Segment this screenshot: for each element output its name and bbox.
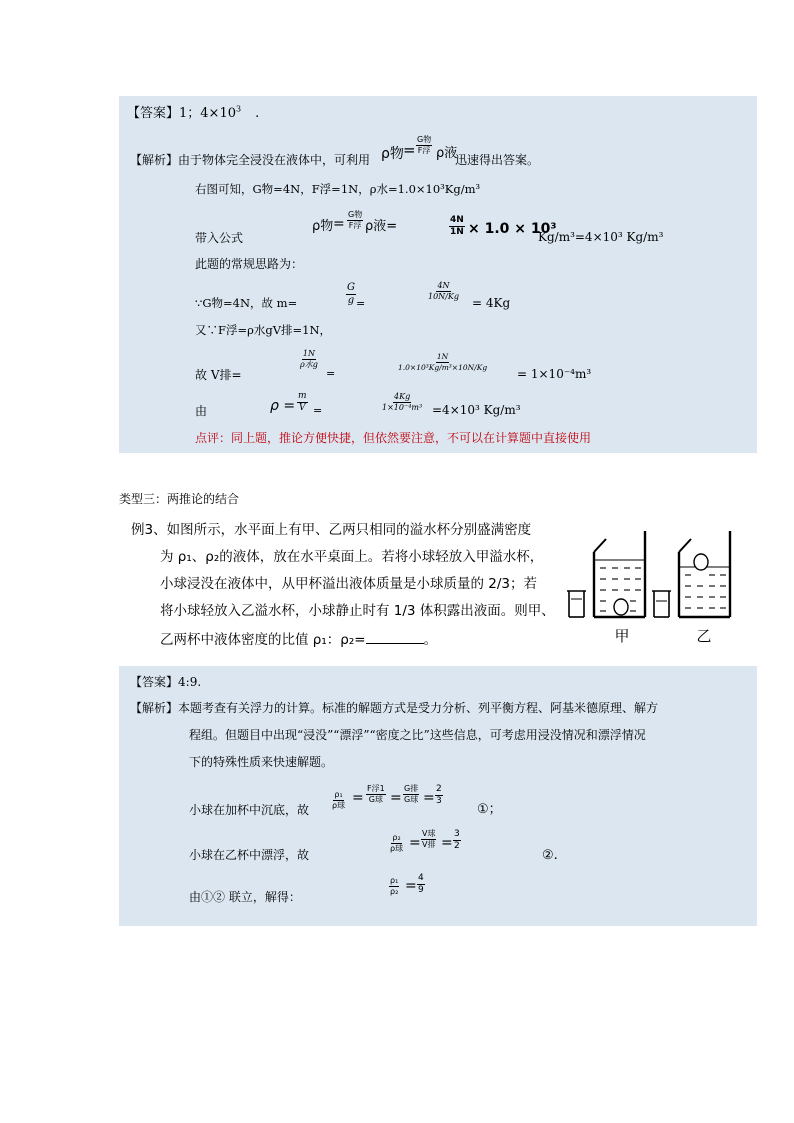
formula-fraction: G物 F浮 [417,135,432,155]
cup-a [594,531,645,617]
analysis2-line-1: 【解析】本题考查有关浮力的计算。标准的解题方式是受力分析、列平衡方程、阿基米德原理、解方 [130,701,659,715]
example-line-5: 乙两杯中液体密度的比值 ρ₁：ρ₂= 。 [160,632,438,648]
substitute-label: 带入公式 [195,231,244,245]
analysis-intro: 【解析】由于物体完全浸没在液体中，可利用 [130,153,371,167]
cup-b [679,531,730,617]
normal-approach-label: 此题的常规思路为： [195,257,304,271]
analysis2-line-2: 程组。但题目中出现“浸没”“漂浮”“密度之比”这些信息，可考虑用浸没情况和漂浮情况 [189,728,646,742]
answer-value: 1；4×10 [179,106,236,121]
figure-label-a: 甲 [614,627,630,645]
answer-blank [366,633,424,644]
formula-rho-obj: ρ物 [381,146,404,162]
ball-sunk [614,599,628,615]
overflow-cups-figure [564,527,734,647]
section-heading: 类型三：两推论的结合 [119,492,240,506]
answer2-line: 【答案】4:9. [130,675,202,689]
example-line-2: 为 ρ₁、ρ₂的液体，放在水平桌面上。若将小球轻放入甲溢水杯， [160,549,544,565]
given-values: 右图可知，G物=4N，F浮=1N，ρ水=1.0×10³Kg/m³ [195,182,481,196]
figure-label-b: 乙 [696,627,712,645]
analysis-label: 【解析】 [130,153,179,167]
ball-floating [694,554,708,570]
answer-label: 【答案】 [127,106,180,121]
example-line-4: 将小球轻放入乙溢水杯，小球静止时有 1/3 体积露出液面。则甲、 [160,603,555,619]
comment-text: 点评：同上题，推论方便快捷，但依然要注意，不可以在计算题中直接使用 [195,431,592,445]
analysis2-line-3: 下的特殊性质来快速解题。 [189,755,334,769]
answer-line-1: 【答案】1；$4\times 10^3$ . [127,104,260,121]
example-line-1: 例3、如图所示，水平面上有甲、乙两只相同的溢水杯分别盛满密度 [131,522,532,538]
example-line-3: 小球浸没在液体中，从甲杯溢出液体质量是小球质量的 2/3；若 [160,576,538,592]
